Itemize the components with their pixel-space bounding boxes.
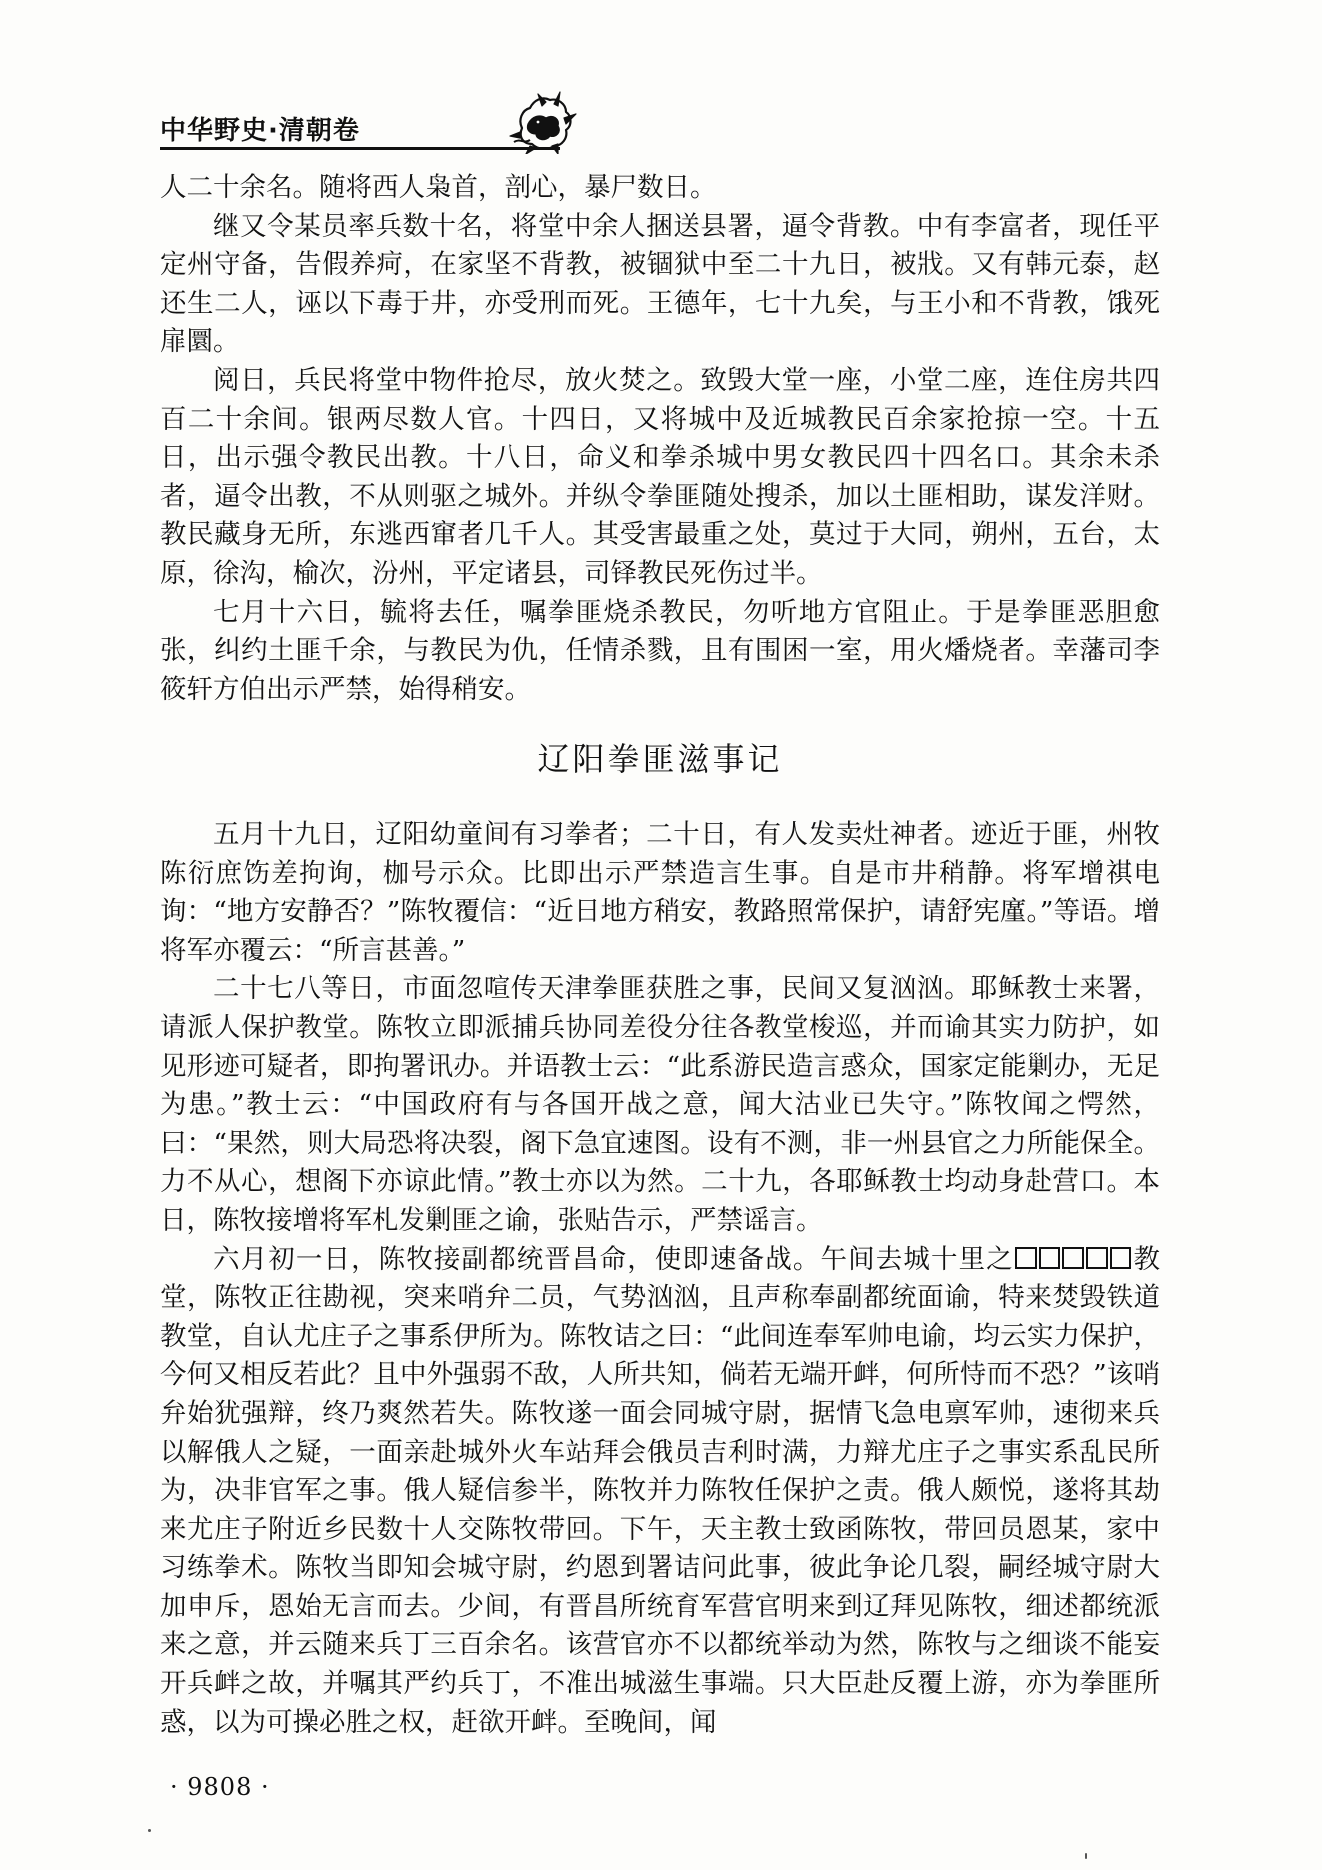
header-rule xyxy=(160,147,560,150)
paragraph-text-before-gap: 六月初一日，陈牧接副都统晋昌命，使即速备战。午间去城十里之 xyxy=(213,1243,1014,1275)
header-title: 中华野史·清朝卷 xyxy=(160,116,360,146)
missing-character-box xyxy=(1110,1247,1132,1269)
dragon-icon xyxy=(508,88,578,154)
body-text-top xyxy=(160,169,1160,709)
paragraph-text-after-gap: 教堂，陈牧正往勘视，突来哨弁二员，气势汹汹，且声称奉副都统面谕，特来焚毁铁道教堂，自认尤庄子之事系伊所为。陈牧诘之曰：“此间连奉军帅电谕，均云实力保护，今何又相反若此？且中外强弱不敌，人所共知，倘若无端开衅，何所恃而不恐？”该哨弁始犹强辩，终乃爽然若失。陈牧遂一面会同城守尉，据情飞急电禀军帅，速彻来兵以解俄人之疑，一面亲赴城外火车站拜会俄员吉利时满，力辩尤庄子之事实系乱民所为，决非官军之事。俄人疑信参半，陈牧并力陈牧任保护之责。俄人颇悦，遂将其劫来尤庄子附近乡民数十人交陈牧带回。下午，天主教士致函陈牧，带回员恩某，家中习练拳术。陈牧当即知会城守尉，约恩到署诘问此事，彼此争论几裂，嗣经城守尉大加申斥，恩始无言而去。少间，有晋昌所统育军营官明来到辽拜见陈牧，细述都统派来之意，并云随来兵丁三百余名。该营官亦不以都统举动为然，陈牧与之细谈不能妄开兵衅之故，并嘱其严约兵丁，不准出城滋生事端。只大臣赴反覆上游，亦为拳匪所惑，以为可操必胜之权，赶欲开衅。至晚间，闻 xyxy=(160,1243,1161,1738)
paragraph: 阅日，兵民将堂中物件抢尽，放火焚之。致毁大堂一座，小堂二座，连住房共四百二十余间。银两尽数人官。十四日，又将城中及近城教民百余家抢掠一空。十五日，出示强令教民出教。十八日，命义和拳杀城中男女教民四十四名口。其余未杀者，逼令出教，不从则驱之城外。并纵令拳匪随处搜杀，加以土匪相助，谋发洋财。教民藏身无所，东逃西窜者几千人。其受害最重之处，莫过于大同，朔州，五台，太原，徐沟，榆次，汾州，平定诸县，司铎教民死伤过半。 xyxy=(160,364,1160,589)
paragraph-with-missing-characters xyxy=(160,1241,1160,1743)
missing-character-box xyxy=(1086,1247,1108,1269)
paragraph: 二十七八等日，市面忽喧传天津拳匪获胜之事，民间又复汹汹。耶稣教士来署，请派人保护教堂。陈牧立即派捕兵协同差役分往各教堂梭巡，并而谕其实力防护，如见形迹可疑者，即拘署讯办。并语教士云：“此系游民造言惑众，国家定能剿办，无足为患。”教士云：“中国政府有与各国开战之意，闻大沽业已失守。”陈牧闻之愕然，曰：“果然，则大局恐将决裂，阁下急宜速图。设有不测，非一州县官之力所能保全。力不从心，想阁下亦谅此情。”教士亦以为然。二十九，各耶稣教士均动身赴营口。本日，陈牧接增将军札发剿匪之谕，张贴告示，严禁谣言。 xyxy=(160,973,1160,1236)
paragraph: 七月十六日，毓将去任，嘱拳匪烧杀教民，勿听地方官阻止。于是拳匪恶胆愈张，纠约土匪千余，与教民为仇，任情杀戮，且有围困一室，用火燔烧者。幸藩司李筱轩方伯出示严禁，始得稍安。 xyxy=(160,596,1160,705)
paragraph: 五月十九日，辽阳幼童间有习拳者；二十日，有人发卖灶神者。迹近于匪，州牧陈衍庶饬差拘询，枷号示众。比即出示严禁造言生事。自是市井稍静。将军增祺电询：“地方安静否？”陈牧覆信：“近日地方稍安，教路照常保护，请舒宪廑。”等语。增将军亦覆云：“所言甚善。” xyxy=(160,819,1160,966)
body-text-bottom xyxy=(160,816,1160,1742)
section-title: 辽阳拳匪滋事记 xyxy=(537,740,783,778)
missing-characters xyxy=(1014,1244,1133,1275)
scan-speck xyxy=(148,1829,151,1832)
missing-character-box xyxy=(1015,1247,1037,1269)
missing-character-box xyxy=(1062,1247,1084,1269)
scan-speck xyxy=(1085,1853,1087,1859)
paragraph: 继又令某员率兵数十名，将堂中余人捆送县署，逼令背教。中有李富者，现任平定州守备，告假养疴，在家坚不背教，被锢狱中至二十九日，被戕。又有韩元泰，赵还生二人，诬以下毒于井，亦受刑而死。王德年，七十九矣，与王小和不背教，饿死扉圜。 xyxy=(160,210,1160,358)
page-number: · 9808 · xyxy=(170,1773,270,1801)
missing-character-box xyxy=(1039,1247,1061,1269)
paragraph: 人二十余名。随将西人枭首，剖心，暴尸数日。 xyxy=(160,172,717,203)
